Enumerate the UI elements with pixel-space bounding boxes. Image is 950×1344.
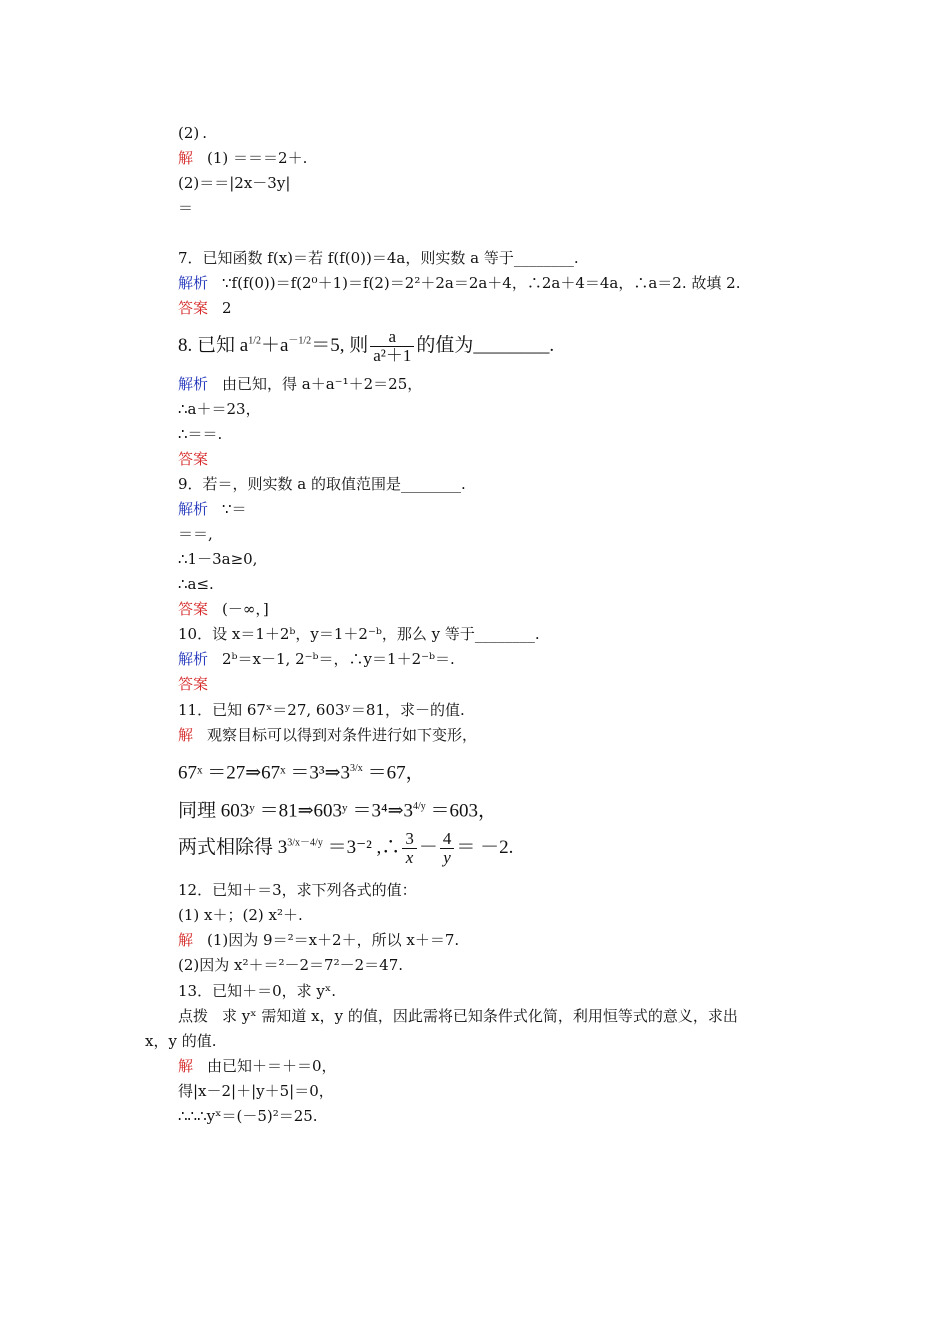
analysis-text: ∵＝ — [222, 500, 247, 518]
hint-text: 求 yˣ 需知道 x，y 的值，因此需将已知条件式化简，利用恒等式的意义，求出 — [222, 1007, 738, 1025]
solution-line: (2)＝＝|2x－3y| — [178, 174, 291, 192]
answer-label: 答案 — [178, 600, 209, 618]
formula-line — [178, 794, 497, 824]
question-9: 9．若＝，则实数 a 的取值范围是________. — [178, 475, 466, 493]
solution-line: ∴∴∴yˣ＝(－5)²＝25. — [178, 1107, 318, 1125]
answer-label: 答案 — [178, 675, 209, 693]
solution-line: (2)因为 x²＋＝²－2＝7²－2＝47. — [178, 956, 404, 974]
solution-line: ＝＝, — [178, 525, 213, 543]
question-13: 13．已知＋＝0，求 yˣ. — [178, 982, 336, 1000]
analysis-text: ∵f(f(0))＝f(2⁰＋1)＝f(2)＝2²＋2a＝2a＋4，∴2a＋4＝4a，∴a＝2. 故填 2. — [222, 274, 741, 292]
formula-text: ＝603， — [425, 800, 498, 822]
answer-line — [178, 298, 232, 318]
hint-line: x，y 的值. — [145, 1032, 217, 1050]
hint-line — [178, 1006, 738, 1026]
answer-text: (－∞，] — [222, 600, 269, 618]
solution-line: ∴＝＝. — [178, 425, 223, 443]
q8-text: 的值为________. — [416, 334, 555, 356]
fraction-numerator: a — [370, 328, 414, 347]
analysis-label: 解析 — [178, 375, 209, 393]
fraction-denominator: a²＋1 — [373, 346, 412, 365]
analysis-label: 解析 — [178, 500, 209, 518]
q8-text: ＋a — [260, 334, 289, 356]
solution-line: ∴1－3a≥0, — [178, 550, 258, 568]
solution-line — [178, 725, 477, 745]
q8-fraction — [370, 328, 414, 365]
analysis-line — [178, 499, 247, 519]
question-7: 7．已知函数 f(x)＝若 f(f(0))＝4a，则实数 a 等于________. — [178, 249, 579, 267]
solution-label: 解 — [178, 726, 194, 744]
fraction-denominator: y — [443, 848, 451, 867]
fraction-numerator: 3 — [402, 830, 417, 849]
solution-line — [178, 930, 459, 950]
formula-fraction — [440, 830, 455, 867]
question-11: 11．已知 67ˣ＝27, 603ʸ＝81，求－的值. — [178, 701, 465, 719]
hint-label: 点拨 — [178, 1007, 209, 1025]
solution-line — [178, 148, 307, 168]
formula-text: 同理 603ʸ ＝81⇒603ʸ ＝3⁴⇒3 — [178, 800, 413, 822]
solution-line — [178, 1056, 337, 1076]
answer-line — [178, 674, 222, 694]
solution-line: ∴a＋＝23， — [178, 400, 261, 418]
solution-line: ∴a≤. — [178, 575, 214, 593]
answer-label: 答案 — [178, 450, 209, 468]
analysis-label: 解析 — [178, 650, 209, 668]
fraction-denominator: x — [405, 848, 414, 867]
answer-line — [178, 599, 269, 619]
formula-exponent: 3/x — [350, 763, 363, 774]
solution-text: (1) ＝＝＝2＋. — [207, 149, 308, 167]
question-12-parts: (1) x＋；(2) x²＋. — [178, 906, 303, 924]
q8-text: 8. 已知 a — [178, 334, 249, 356]
solution-label: 解 — [178, 1057, 194, 1075]
fraction-numerator: 4 — [440, 830, 455, 849]
answer-label: 答案 — [178, 299, 209, 317]
question-10: 10．设 x＝1＋2ᵇ，y＝1＋2⁻ᵇ，那么 y 等于________. — [178, 625, 540, 643]
analysis-line — [178, 649, 455, 669]
question-12: 12．已知＋＝3，求下列各式的值： — [178, 881, 417, 899]
formula-text: ＝67， — [362, 762, 425, 784]
analysis-line — [178, 273, 740, 293]
solution-text: (1)因为 9＝²＝x＋2＋，所以 x＋＝7. — [207, 931, 460, 949]
formula-line: 两式相除得 $3^{3/x-4/y} =3^{-2}$ ,∴ $\frac{3}{x}$ － $\frac{4}{y}$ ＝ －2. — [178, 829, 514, 867]
answer-text: 2 — [222, 299, 232, 317]
answer-line — [178, 449, 222, 469]
solution-line: 得|x－2|＋|y＋5|＝0， — [178, 1082, 334, 1100]
q8-exponent: 1/2 — [248, 335, 261, 347]
solution-line: ＝ — [178, 199, 194, 217]
q8-exponent: －1/2 — [288, 335, 312, 347]
formula-exponent: 3/x－4/y — [287, 837, 323, 849]
solution-label: 解 — [178, 931, 194, 949]
formula-text: 两式相除得 3 — [178, 836, 288, 858]
formula-fraction — [402, 830, 417, 867]
analysis-text: 由已知，得 a＋a⁻¹＋2＝25， — [222, 375, 423, 393]
question-8 — [178, 328, 554, 365]
solution-text: 观察目标可以得到对条件进行如下变形， — [207, 726, 478, 744]
formula-text: ＝3⁻² ,∴ — [322, 836, 401, 858]
analysis-line — [178, 374, 422, 394]
solution-label: 解 — [178, 149, 194, 167]
formula-line — [178, 756, 425, 786]
problem-part-2: (2) . — [178, 124, 208, 142]
formula-text: 67ˣ ＝27⇒67ˣ ＝3³⇒3 — [178, 762, 351, 784]
formula-exponent: 4/y — [413, 801, 426, 812]
q8-text: ＝5, 则 — [311, 334, 369, 356]
formula-text: ＝ －2. — [456, 836, 514, 858]
analysis-text: 2ᵇ＝x－1, 2⁻ᵇ＝，∴y＝1＋2⁻ᵇ＝. — [222, 650, 455, 668]
analysis-label: 解析 — [178, 274, 209, 292]
solution-text: 由已知＋＝＋＝0， — [207, 1057, 337, 1075]
